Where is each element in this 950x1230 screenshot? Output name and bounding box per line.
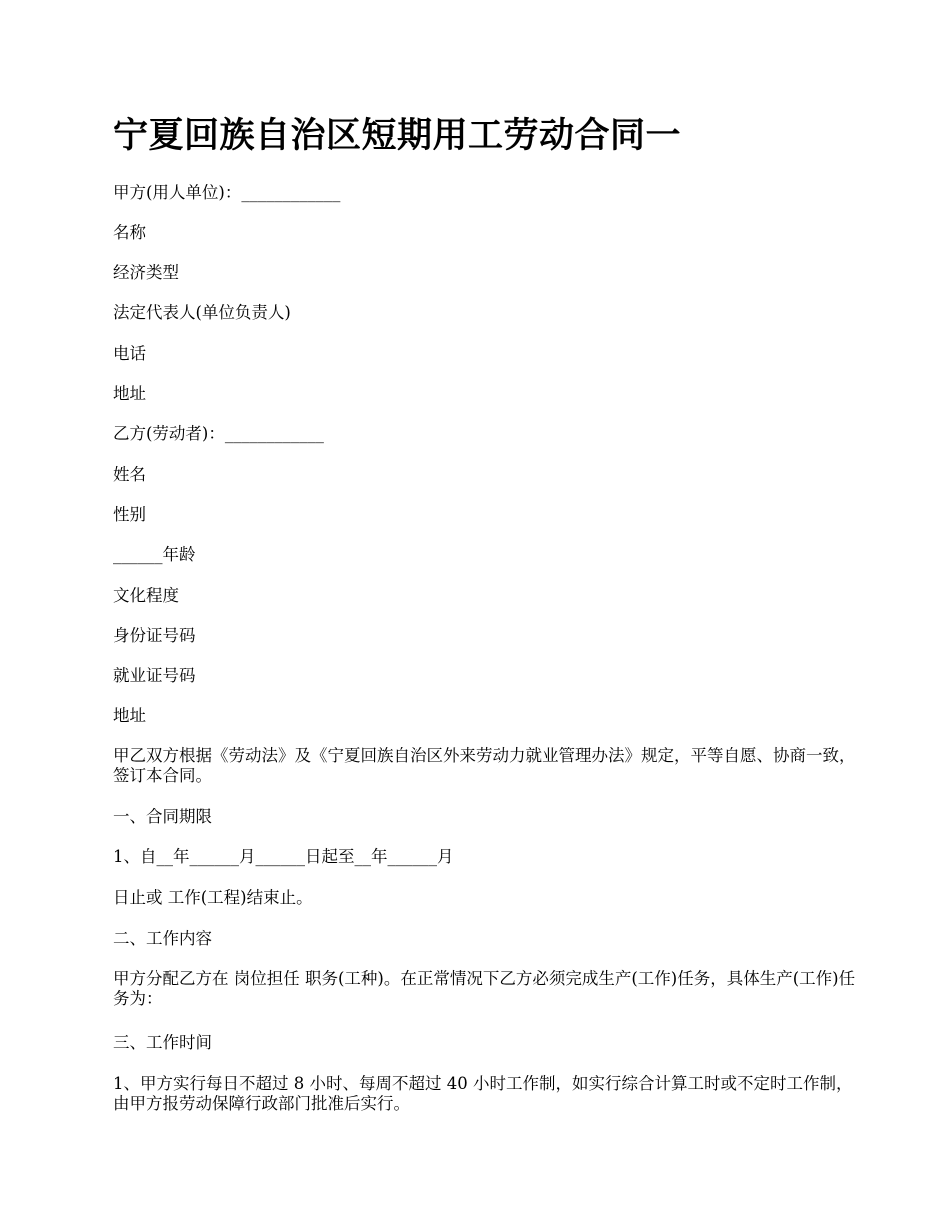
- field-age: ______年龄: [113, 545, 196, 564]
- field-name: 名称: [113, 223, 146, 242]
- field-address: 地址: [113, 384, 146, 403]
- field-id-number: 身份证号码: [113, 626, 196, 645]
- document-title: 宁夏回族自治区短期用工劳动合同一: [113, 116, 682, 156]
- party-a-line: 甲方(用人单位)：____________: [113, 183, 341, 202]
- field-address-b: 地址: [113, 706, 146, 725]
- section-heading-work-content: 二、工作内容: [113, 929, 212, 948]
- preamble-paragraph: 甲乙双方根据《劳动法》及《宁夏回族自治区外来劳动力就业管理办法》规定，平等自愿、协商一致，签订本合同。: [113, 746, 856, 785]
- contract-term-end-line: 日止或 工作(工程)结束止。: [113, 888, 313, 907]
- field-education: 文化程度: [113, 586, 179, 605]
- work-content-paragraph: 甲方分配乙方在 岗位担任 职务(工种)。在正常情况下乙方必须完成生产(工作)任务，具体生产(工作)任务为：: [113, 969, 856, 1008]
- section-heading-working-hours: 三、工作时间: [113, 1033, 212, 1052]
- working-hours-paragraph: 1、甲方实行每日不超过 8 小时、每周不超过 40 小时工作制，如实行综合计算工时或不定时工作制，由甲方报劳动保障行政部门批准后实行。: [113, 1074, 853, 1113]
- section-heading-contract-term: 一、合同期限: [113, 807, 212, 826]
- contract-term-line: 1、自__年______月______日起至__年______月: [113, 847, 454, 866]
- field-full-name: 姓名: [113, 465, 146, 484]
- party-b-line: 乙方(劳动者)：____________: [113, 424, 324, 443]
- field-legal-representative: 法定代表人(单位负责人): [113, 303, 291, 322]
- field-phone: 电话: [113, 344, 146, 363]
- field-employment-cert: 就业证号码: [113, 666, 196, 685]
- field-economic-type: 经济类型: [113, 263, 179, 282]
- field-gender: 性别: [113, 505, 146, 524]
